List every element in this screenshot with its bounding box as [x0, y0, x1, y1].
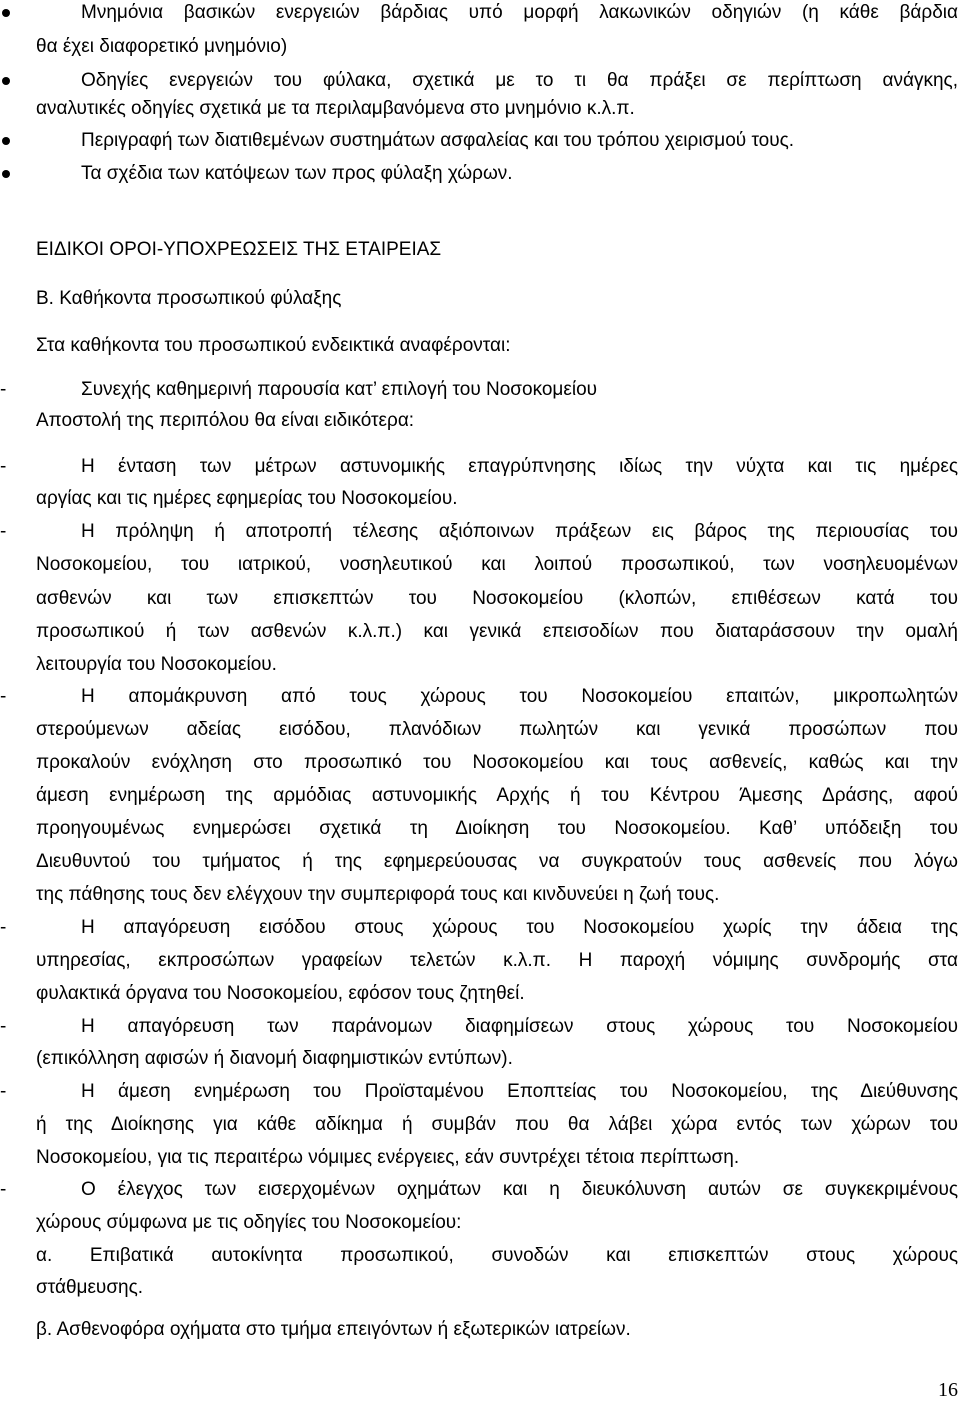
bullet-item-2-line-1: Οδηγίες ενεργειών του φύλακα, σχετικά με το τι θα πράξει σε περίπτωση ανάγκης, — [36, 64, 958, 98]
dash-item-8-line-2: χώρους σύμφωνα με τις οδηγίες του Νοσοκομείου: — [36, 1212, 462, 1233]
dash-item-6-line-2: (επικόλληση αφισών ή διανομή διαφημιστικών εντύπων). — [36, 1048, 513, 1069]
bullet-dot-icon — [2, 170, 10, 178]
dash-item-4-line-3: προκαλούν ενόχληση στο προσωπικό του Νοσοκομείου και τους ασθενείς, καθώς και την — [36, 752, 958, 773]
page-number: 16 — [938, 1379, 958, 1401]
sub-item-b: β. Ασθενοφόρα οχήματα στο τμήμα επειγόντων ή εξωτερικών ιατρείων. — [36, 1319, 631, 1340]
bullet-dot-icon — [2, 9, 10, 17]
dash-item-5-line-2: υπηρεσίας, εκπροσώπων γραφείων τελετών κ.λ.π. Η παροχή νόμιμης συνδρομής στα — [36, 950, 958, 971]
dash-item-4-line-2: στερούμενων αδείας εισόδου, πλανόδιων πωλητών και γενικά προσώπων που — [36, 719, 958, 740]
bullet-item-4: Τα σχέδια των κατόψεων των προς φύλαξη χώρων. — [36, 157, 958, 191]
bullet-item-1-line-1: Μνημόνια βασικών ενεργειών βάρδιας υπό μορφή λακωνικών οδηγιών (η κάθε βάρδια — [36, 0, 958, 30]
bullet-item-3: Περιγραφή των διατιθεμένων συστημάτων ασφαλείας και του τρόπου χειρισμού τους. — [36, 124, 958, 158]
patrol-paragraph: Αποστολή της περιπόλου θα είναι ειδικότερα: — [36, 410, 415, 431]
dash-item-4-line-5: προηγουμένως ενημερώσει σχετικά τη Διοίκηση του Νοσοκομείου. Καθ’ υπόδειξη του — [36, 818, 958, 839]
dash-item-4-line-6: Διευθυντού του τμήματος ή της εφημερεύουσας να συγκρατούν τους ασθενείς που λόγω — [36, 851, 958, 872]
dash-item-1: - Συνεχής καθημερινή παρουσία κατ’ επιλογή του Νοσοκομείου — [0, 379, 598, 400]
dash-item-2-line-2: αργίας και τις ημέρες εφημερίας του Νοσοκομείου. — [36, 488, 458, 509]
dash-item-2-line-1: - Η ένταση των μέτρων αστυνομικής επαγρύπνησης ιδίως την νύχτα και τις ημέρες — [0, 456, 958, 477]
intro-paragraph: Στα καθήκοντα του προσωπικού ενδεικτικά αναφέρονται: — [36, 335, 511, 356]
bullet-item-2-line-2: αναλυτικές οδηγίες σχετικά με τα περιλαμβανόμενα στο μνημόνιο κ.λ.π. — [36, 98, 635, 119]
bullet-dot-icon — [2, 137, 10, 145]
sub-item-a-line-2: στάθμευσης. — [36, 1277, 144, 1298]
section-heading: ΕΙΔΙΚΟΙ ΟΡΟΙ-ΥΠΟΧΡΕΩΣΕΙΣ ΤΗΣ ΕΤΑΙΡΕΙΑΣ — [36, 239, 442, 260]
dash-item-4-line-1: - Η απομάκρυνση από τους χώρους του Νοσοκομείου επαιτών, μικροπωλητών — [0, 686, 958, 707]
bullet-dot-icon — [2, 77, 10, 85]
dash-item-8-line-1: - Ο έλεγχος των εισερχομένων οχημάτων και η διευκόλυνση αυτών σε συγκεκριμένους — [0, 1179, 958, 1200]
dash-item-3-line-5: λειτουργία του Νοσοκομείου. — [36, 654, 277, 675]
bullet-item-1-line-2: θα έχει διαφορετικό μνημόνιο) — [36, 36, 288, 57]
dash-item-5-line-1: - Η απαγόρευση εισόδου στους χώρους του Νοσοκομείου χωρίς την άδεια της — [0, 917, 958, 938]
dash-item-4-line-4: άμεση ενημέρωση της αρμόδιας αστυνομικής Αρχής ή του Κέντρου Άμεσης Δράσης, αφού — [36, 785, 958, 806]
dash-item-7-line-1: - Η άμεση ενημέρωση του Προϊσταμένου Εποπτείας του Νοσοκομείου, της Διεύθυνσης — [0, 1081, 958, 1102]
dash-item-4-line-7: της πάθησης τους δεν ελέγχουν την συμπεριφορά τους και κινδυνεύει η ζωή τους. — [36, 884, 720, 905]
sub-item-a-line-1: α. Επιβατικά αυτοκίνητα προσωπικού, συνοδών και επισκεπτών στους χώρους — [36, 1245, 958, 1266]
dash-item-7-line-2: ή της Διοίκησης για κάθε αδίκημα ή συμβάν που θα λάβει χώρα εντός των χώρων του — [36, 1114, 958, 1135]
dash-item-3-line-3: ασθενών και των επισκεπτών του Νοσοκομείου (κλοπών, επιθέσεων κατά του — [36, 588, 958, 609]
dash-item-3-line-4: προσωπικού ή των ασθενών κ.λ.π.) και γενικά επεισοδίων που διαταράσσουν την ομαλή — [36, 621, 958, 642]
dash-item-7-line-3: Νοσοκομείου, για τις περαιτέρω νόμιμες ενέργειες, εάν συντρέχει τέτοια περίπτωση. — [36, 1147, 740, 1168]
dash-item-5-line-3: φυλακτικά όργανα του Νοσοκομείου, εφόσον τους ζητηθεί. — [36, 983, 525, 1004]
dash-item-3-line-2: Νοσοκομείου, του ιατρικού, νοσηλευτικού και λοιπού προσωπικού, των νοσηλευομένων — [36, 554, 958, 575]
section-subheading: Β. Καθήκοντα προσωπικού φύλαξης — [36, 288, 342, 309]
dash-item-3-line-1: - Η πρόληψη ή αποτροπή τέλεσης αξιόποινων πράξεων εις βάρος της περιουσίας του — [0, 521, 958, 542]
dash-item-6-line-1: - Η απαγόρευση των παράνομων διαφημίσεων στους χώρους του Νοσοκομείου — [0, 1016, 958, 1037]
